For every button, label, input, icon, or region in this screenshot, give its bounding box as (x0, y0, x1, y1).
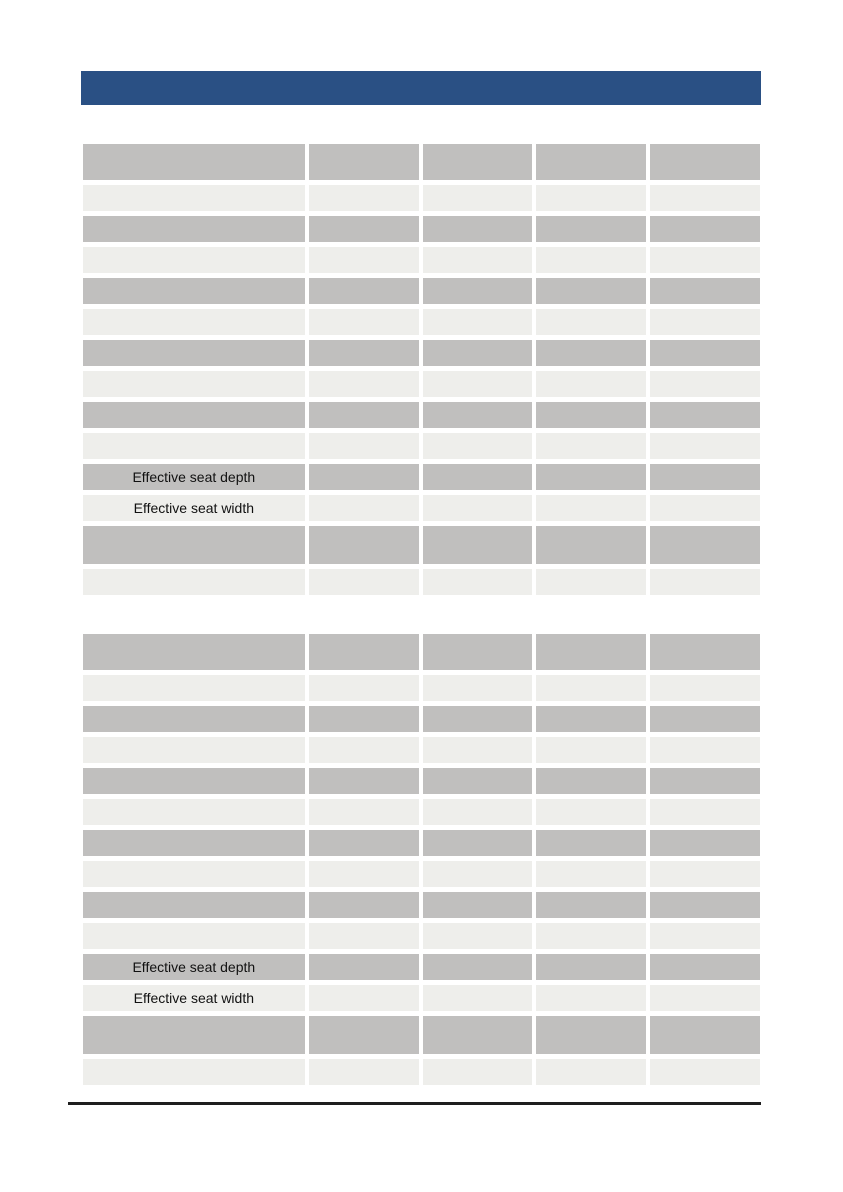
table-row (83, 185, 760, 211)
value-cell (423, 861, 533, 887)
value-cell (650, 706, 760, 732)
value-cell (536, 861, 646, 887)
row-label-cell (83, 861, 305, 887)
value-cell (650, 892, 760, 918)
value-cell (423, 185, 533, 211)
value-cell (309, 526, 419, 564)
row-label-cell: Effective seat depth (83, 464, 305, 490)
row-label-cell (83, 569, 305, 595)
row-label-cell (83, 278, 305, 304)
value-cell (423, 278, 533, 304)
value-cell (650, 923, 760, 949)
row-label-cell (83, 216, 305, 242)
table-row (83, 1059, 760, 1085)
value-cell (423, 923, 533, 949)
value-cell (536, 371, 646, 397)
row-label-cell (83, 892, 305, 918)
table-row (83, 309, 760, 335)
value-cell (309, 985, 419, 1011)
table-row (83, 634, 760, 670)
value-cell (309, 830, 419, 856)
value-cell (536, 433, 646, 459)
row-label-cell: Effective seat width (83, 495, 305, 521)
table-row (83, 371, 760, 397)
value-cell (423, 526, 533, 564)
row-label-cell (83, 247, 305, 273)
value-cell (423, 768, 533, 794)
table-row (83, 495, 760, 521)
table-row (83, 985, 760, 1011)
value-cell (650, 799, 760, 825)
value-cell (309, 216, 419, 242)
value-cell (536, 309, 646, 335)
value-cell (536, 706, 646, 732)
value-cell (536, 247, 646, 273)
header-band (81, 71, 761, 105)
table-row (83, 768, 760, 794)
value-cell (309, 278, 419, 304)
value-cell (423, 634, 533, 670)
value-cell (650, 569, 760, 595)
value-cell (309, 569, 419, 595)
table-row (83, 830, 760, 856)
row-label-cell (83, 675, 305, 701)
value-cell (650, 185, 760, 211)
value-cell (309, 1016, 419, 1054)
value-cell (423, 144, 533, 180)
value-cell (650, 495, 760, 521)
value-cell (536, 892, 646, 918)
value-cell (536, 768, 646, 794)
value-cell (536, 402, 646, 428)
value-cell (309, 892, 419, 918)
value-cell (536, 144, 646, 180)
value-cell (650, 433, 760, 459)
value-cell (650, 634, 760, 670)
value-cell (650, 675, 760, 701)
value-cell (309, 402, 419, 428)
value-cell (650, 464, 760, 490)
table-row (83, 954, 760, 980)
value-cell (309, 768, 419, 794)
value-cell (650, 402, 760, 428)
table-row (83, 892, 760, 918)
value-cell (423, 1059, 533, 1085)
table-row (83, 923, 760, 949)
value-cell (309, 737, 419, 763)
table-row (83, 1016, 760, 1054)
table-row (83, 144, 760, 180)
value-cell (309, 954, 419, 980)
row-label-cell (83, 634, 305, 670)
table-row (83, 340, 760, 366)
table-row (83, 526, 760, 564)
value-cell (309, 309, 419, 335)
row-label-cell (83, 706, 305, 732)
value-cell (423, 706, 533, 732)
value-cell (423, 954, 533, 980)
value-cell (309, 433, 419, 459)
value-cell (536, 830, 646, 856)
value-cell (650, 216, 760, 242)
value-cell (650, 1016, 760, 1054)
row-label-cell (83, 923, 305, 949)
value-cell (650, 340, 760, 366)
value-cell (536, 526, 646, 564)
row-label-cell (83, 799, 305, 825)
value-cell (423, 569, 533, 595)
value-cell (423, 216, 533, 242)
value-cell (536, 675, 646, 701)
row-label-cell (83, 433, 305, 459)
table-row (83, 278, 760, 304)
value-cell (536, 569, 646, 595)
value-cell (536, 634, 646, 670)
value-cell (536, 216, 646, 242)
value-cell (423, 737, 533, 763)
value-cell (309, 495, 419, 521)
row-label-cell (83, 144, 305, 180)
row-label-cell (83, 1016, 305, 1054)
table-row (83, 464, 760, 490)
row-label-cell (83, 371, 305, 397)
value-cell (423, 799, 533, 825)
table-row (83, 569, 760, 595)
row-label-cell (83, 737, 305, 763)
value-cell (536, 737, 646, 763)
table-row (83, 799, 760, 825)
value-cell (423, 892, 533, 918)
value-cell (536, 464, 646, 490)
row-label-cell (83, 526, 305, 564)
row-label-cell (83, 185, 305, 211)
value-cell (536, 985, 646, 1011)
value-cell (423, 464, 533, 490)
value-cell (536, 278, 646, 304)
value-cell (309, 340, 419, 366)
value-cell (423, 402, 533, 428)
value-cell (309, 464, 419, 490)
value-cell (309, 185, 419, 211)
table-row (83, 402, 760, 428)
value-cell (309, 247, 419, 273)
table-row (83, 433, 760, 459)
table-row (83, 675, 760, 701)
value-cell (536, 1016, 646, 1054)
value-cell (309, 144, 419, 180)
row-label-cell (83, 402, 305, 428)
row-label-cell (83, 340, 305, 366)
value-cell (423, 247, 533, 273)
value-cell (309, 923, 419, 949)
value-cell (650, 309, 760, 335)
value-cell (650, 371, 760, 397)
value-cell (536, 923, 646, 949)
table-row (83, 861, 760, 887)
value-cell (650, 247, 760, 273)
value-cell (650, 144, 760, 180)
footer-rule (68, 1102, 761, 1105)
value-cell (423, 675, 533, 701)
value-cell (309, 1059, 419, 1085)
value-cell (423, 340, 533, 366)
value-cell (309, 634, 419, 670)
row-label-cell: Effective seat depth (83, 954, 305, 980)
value-cell (309, 675, 419, 701)
value-cell (650, 526, 760, 564)
table-row (83, 706, 760, 732)
row-label-cell (83, 768, 305, 794)
value-cell (536, 954, 646, 980)
value-cell (536, 340, 646, 366)
value-cell (650, 768, 760, 794)
spec-table (83, 144, 760, 595)
value-cell (309, 371, 419, 397)
table-row (83, 216, 760, 242)
row-label-cell: Effective seat width (83, 985, 305, 1011)
value-cell (309, 799, 419, 825)
row-label-cell (83, 309, 305, 335)
table-row (83, 247, 760, 273)
value-cell (423, 830, 533, 856)
row-label-cell (83, 830, 305, 856)
value-cell (650, 737, 760, 763)
value-cell (309, 861, 419, 887)
table-row (83, 737, 760, 763)
value-cell (536, 1059, 646, 1085)
value-cell (309, 706, 419, 732)
value-cell (423, 371, 533, 397)
value-cell (650, 278, 760, 304)
value-cell (423, 433, 533, 459)
value-cell (650, 861, 760, 887)
value-cell (423, 1016, 533, 1054)
row-label-cell (83, 1059, 305, 1085)
value-cell (650, 985, 760, 1011)
value-cell (423, 309, 533, 335)
value-cell (423, 495, 533, 521)
value-cell (536, 799, 646, 825)
spec-table (83, 634, 760, 1085)
value-cell (423, 985, 533, 1011)
value-cell (650, 954, 760, 980)
value-cell (536, 185, 646, 211)
value-cell (536, 495, 646, 521)
value-cell (650, 830, 760, 856)
value-cell (650, 1059, 760, 1085)
